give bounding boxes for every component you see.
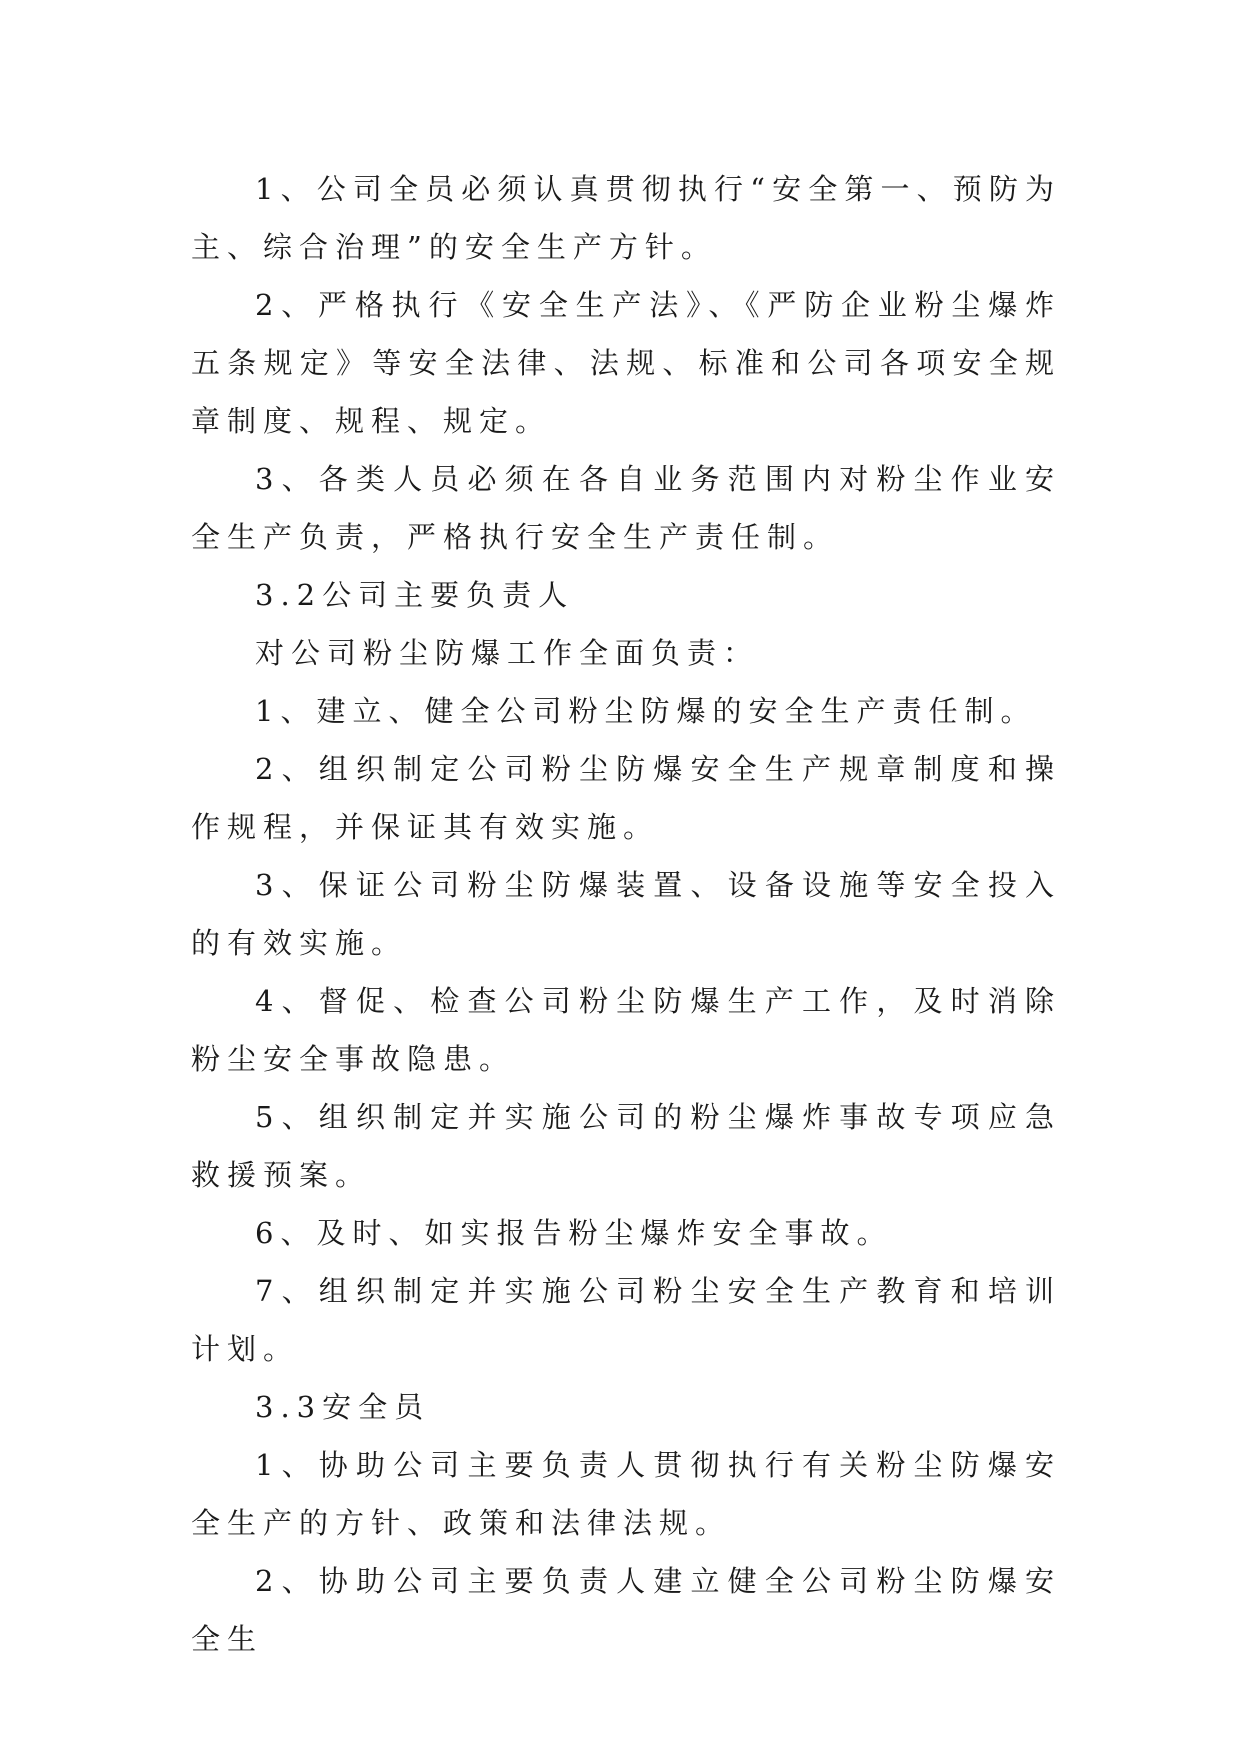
paragraph-9: 5、组织制定并实施公司的粉尘爆炸事故专项应急救援预案。 (191, 1100, 1061, 1192)
paragraph-7: 3、保证公司粉尘防爆装置、设备设施等安全投入的有效实施。 (191, 868, 1061, 960)
document-body (191, 160, 1061, 1668)
paragraph-4: 对公司粉尘防爆工作全面负责： (255, 636, 760, 670)
paragraph-5: 1、建立、健全公司粉尘防爆的安全生产责任制。 (255, 694, 1037, 728)
paragraph-1: 1、公司全员必须认真贯彻执行“安全第一、预防为主、综合治理”的安全生产方针。 (191, 172, 1061, 264)
paragraph-2: 2、严格执行《安全生产法》、《严防企业粉尘爆炸五条规定》等安全法律、法规、标准和公司各项安全规章制度、规程、规定。 (191, 288, 1061, 438)
paragraph-10: 6、及时、如实报告粉尘爆炸安全事故。 (255, 1216, 893, 1250)
paragraph-12: 1、协助公司主要负责人贯彻执行有关粉尘防爆安全生产的方针、政策和法律法规。 (191, 1448, 1061, 1540)
paragraph-8: 4、督促、检查公司粉尘防爆生产工作，及时消除粉尘安全事故隐患。 (191, 984, 1061, 1076)
section-heading-3-3: 3.3安全员 (255, 1390, 431, 1424)
paragraph-6: 2、组织制定公司粉尘防爆安全生产规章制度和操作规程，并保证其有效实施。 (191, 752, 1061, 844)
paragraph-3: 3、各类人员必须在各自业务范围内对粉尘作业安全生产负责，严格执行安全生产责任制。 (191, 462, 1061, 554)
paragraph-11: 7、组织制定并实施公司粉尘安全生产教育和培训计划。 (191, 1274, 1061, 1366)
section-heading-3-2: 3.2公司主要负责人 (255, 578, 575, 612)
paragraph-13: 2、协助公司主要负责人建立健全公司粉尘防爆安全生 (191, 1564, 1061, 1656)
